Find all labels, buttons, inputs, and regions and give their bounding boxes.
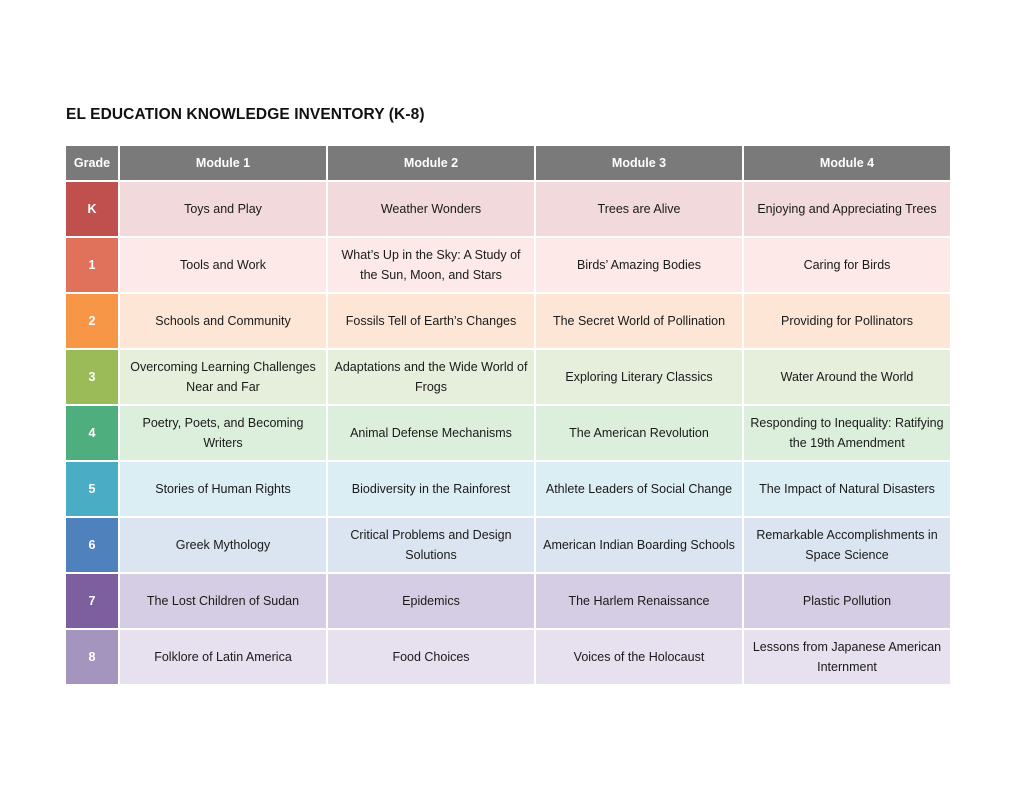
module-cell: Providing for Pollinators [744,294,950,348]
table-row [66,630,950,684]
header-module-1: Module 1 [120,146,326,180]
module-cell: Toys and Play [120,182,326,236]
module-cell: Enjoying and Appreciating Trees [744,182,950,236]
module-cell: Adaptations and the Wide World of Frogs [328,350,534,404]
module-cell: The American Revolution [536,406,742,460]
table-row [66,574,950,628]
module-cell: Fossils Tell of Earth’s Changes [328,294,534,348]
grade-cell: 1 [66,238,118,292]
module-cell: Critical Problems and Design Solutions [328,518,534,572]
table-row [66,462,950,516]
module-cell: Responding to Inequality: Ratifying the 19th Amendment [744,406,950,460]
module-cell: The Impact of Natural Disasters [744,462,950,516]
grade-cell: 6 [66,518,118,572]
grade-cell: 8 [66,630,118,684]
module-cell: Folklore of Latin America [120,630,326,684]
module-cell: Water Around the World [744,350,950,404]
header-module-2: Module 2 [328,146,534,180]
module-cell: Epidemics [328,574,534,628]
module-cell: Birds’ Amazing Bodies [536,238,742,292]
table-row [66,238,950,292]
module-cell: Voices of the Holocaust [536,630,742,684]
header-module-4: Module 4 [744,146,950,180]
table-row [66,294,950,348]
page-title: EL EDUCATION KNOWLEDGE INVENTORY (K-8) [66,106,425,123]
table-row [66,350,950,404]
module-cell: Caring for Birds [744,238,950,292]
module-cell: Schools and Community [120,294,326,348]
header-grade: Grade [66,146,118,180]
grade-cell: K [66,182,118,236]
module-cell: The Lost Children of Sudan [120,574,326,628]
knowledge-inventory-table [64,144,952,686]
module-cell: Remarkable Accomplishments in Space Science [744,518,950,572]
module-cell: Poetry, Poets, and Becoming Writers [120,406,326,460]
module-cell: American Indian Boarding Schools [536,518,742,572]
module-cell: Food Choices [328,630,534,684]
header-row [66,146,950,180]
module-cell: Exploring Literary Classics [536,350,742,404]
module-cell: The Secret World of Pollination [536,294,742,348]
module-cell: The Harlem Renaissance [536,574,742,628]
grade-cell: 7 [66,574,118,628]
module-cell: Athlete Leaders of Social Change [536,462,742,516]
table-row [66,518,950,572]
module-cell: Stories of Human Rights [120,462,326,516]
module-cell: Greek Mythology [120,518,326,572]
module-cell: Weather Wonders [328,182,534,236]
module-cell: What’s Up in the Sky: A Study of the Sun, Moon, and Stars [328,238,534,292]
table-row [66,182,950,236]
grade-cell: 4 [66,406,118,460]
module-cell: Lessons from Japanese American Internment [744,630,950,684]
module-cell: Tools and Work [120,238,326,292]
grade-cell: 2 [66,294,118,348]
module-cell: Biodiversity in the Rainforest [328,462,534,516]
module-cell: Overcoming Learning Challenges Near and Far [120,350,326,404]
module-cell: Animal Defense Mechanisms [328,406,534,460]
header-module-3: Module 3 [536,146,742,180]
grade-cell: 5 [66,462,118,516]
module-cell: Plastic Pollution [744,574,950,628]
table-row [66,406,950,460]
module-cell: Trees are Alive [536,182,742,236]
grade-cell: 3 [66,350,118,404]
